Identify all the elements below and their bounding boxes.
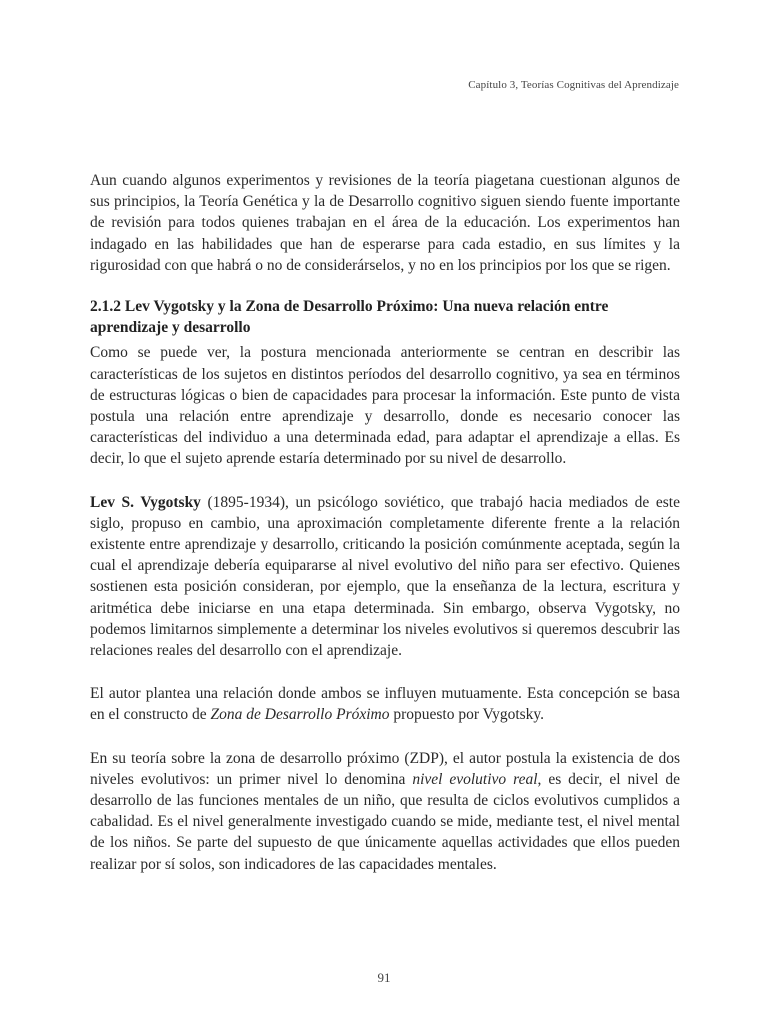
running-header: Capítulo 3, Teorías Cognitivas del Aprendizaje [468,79,679,91]
autor-paragraph-text-2: propuesto por Vygotsky. [389,706,545,724]
zdp-paragraph-text-2: , es decir, el nivel de desarrollo de las funciones mentales de un niño, que resulta de ciclos evolutivos cumplidos a cabalidad. Es el nivel generalmente investigado cuando se mide, mediante test, el nivel mental de los niños. Se parte del supuesto de que únicamente aquellas actividades que ellos pueden realizar por sí solos, son indicadores de las capacidades mentales. [90,770,681,873]
vygotsky-name: Lev S. Vygotsky [90,493,201,511]
vygotsky-paragraph-text: (1895-1934), un psicólogo soviético, que trabajó hacia mediados de este siglo, propuso en cambio, una aproximación completamente diferente frente a la relación existente entre aprendizaje y desarrollo, criticando la posición comúnmente aceptada, según la cual el aprendizaje debería equipararse al nivel evolutivo del niño para ser efectivo. Quienes sostienen esta posición consideran, por ejemplo, que la enseñanza de la lectura, escritura y aritmética debe iniciarse en una etapa determinada. Sin embargo, observa Vygotsky, no podemos limitarnos simplemente a determinar los niveles evolutivos si queremos descubrir las relaciones reales del desarrollo con el aprendizaje. [90,493,680,660]
nivel-evolutivo-real-term: nivel evolutivo real [412,770,538,788]
vygotsky-paragraph [90,492,680,662]
page-content [90,170,680,875]
section-heading: 2.1.2 Lev Vygotsky y la Zona de Desarrollo Próximo: Una nueva relación entre aprendizaje y desarrollo [90,298,609,337]
zdp-term: Zona de Desarrollo Próximo [210,706,390,724]
autor-paragraph-text-1: El autor plantea una relación donde ambos se influyen mutuamente. Esta concepción se basa en el constructo de [90,685,680,724]
zdp-paragraph [90,748,680,875]
intro-paragraph: Aun cuando algunos experimentos y revisiones de la teoría piagetana cuestionan algunos de sus principios, la Teoría Genética y la de Desarrollo cognitivo siguen siendo fuente importante de revisión para todos quienes trabajan en el área de la educación. Los experimentos han indagado en las habilidades que han de esperarse para cada estadio, en sus límites y la rigurosidad con que habrá o no de considerárselos, y no en los principios por los que se rigen. [90,172,680,274]
autor-paragraph [90,683,680,725]
section-paragraph: Como se puede ver, la postura mencionada anteriormente se centran en describir las características de los sujetos en distintos períodos del desarrollo cognitivo, ya sea en términos de estructuras lógicas o bien de capacidades para procesar la información. Este punto de vista postula una relación entre aprendizaje y desarrollo, donde es necesario conocer las características del individuo a una determinada edad, para adaptar el aprendizaje a ellas. Es decir, lo que el sujeto aprende estaría determinado por su nivel de desarrollo. [90,344,680,468]
page-number: 91 [377,970,391,985]
zdp-paragraph-text-1: En su teoría sobre la zona de desarrollo próximo (ZDP), el autor postula la existencia de dos niveles evolutivos: un primer nivel lo denomina [90,749,680,788]
